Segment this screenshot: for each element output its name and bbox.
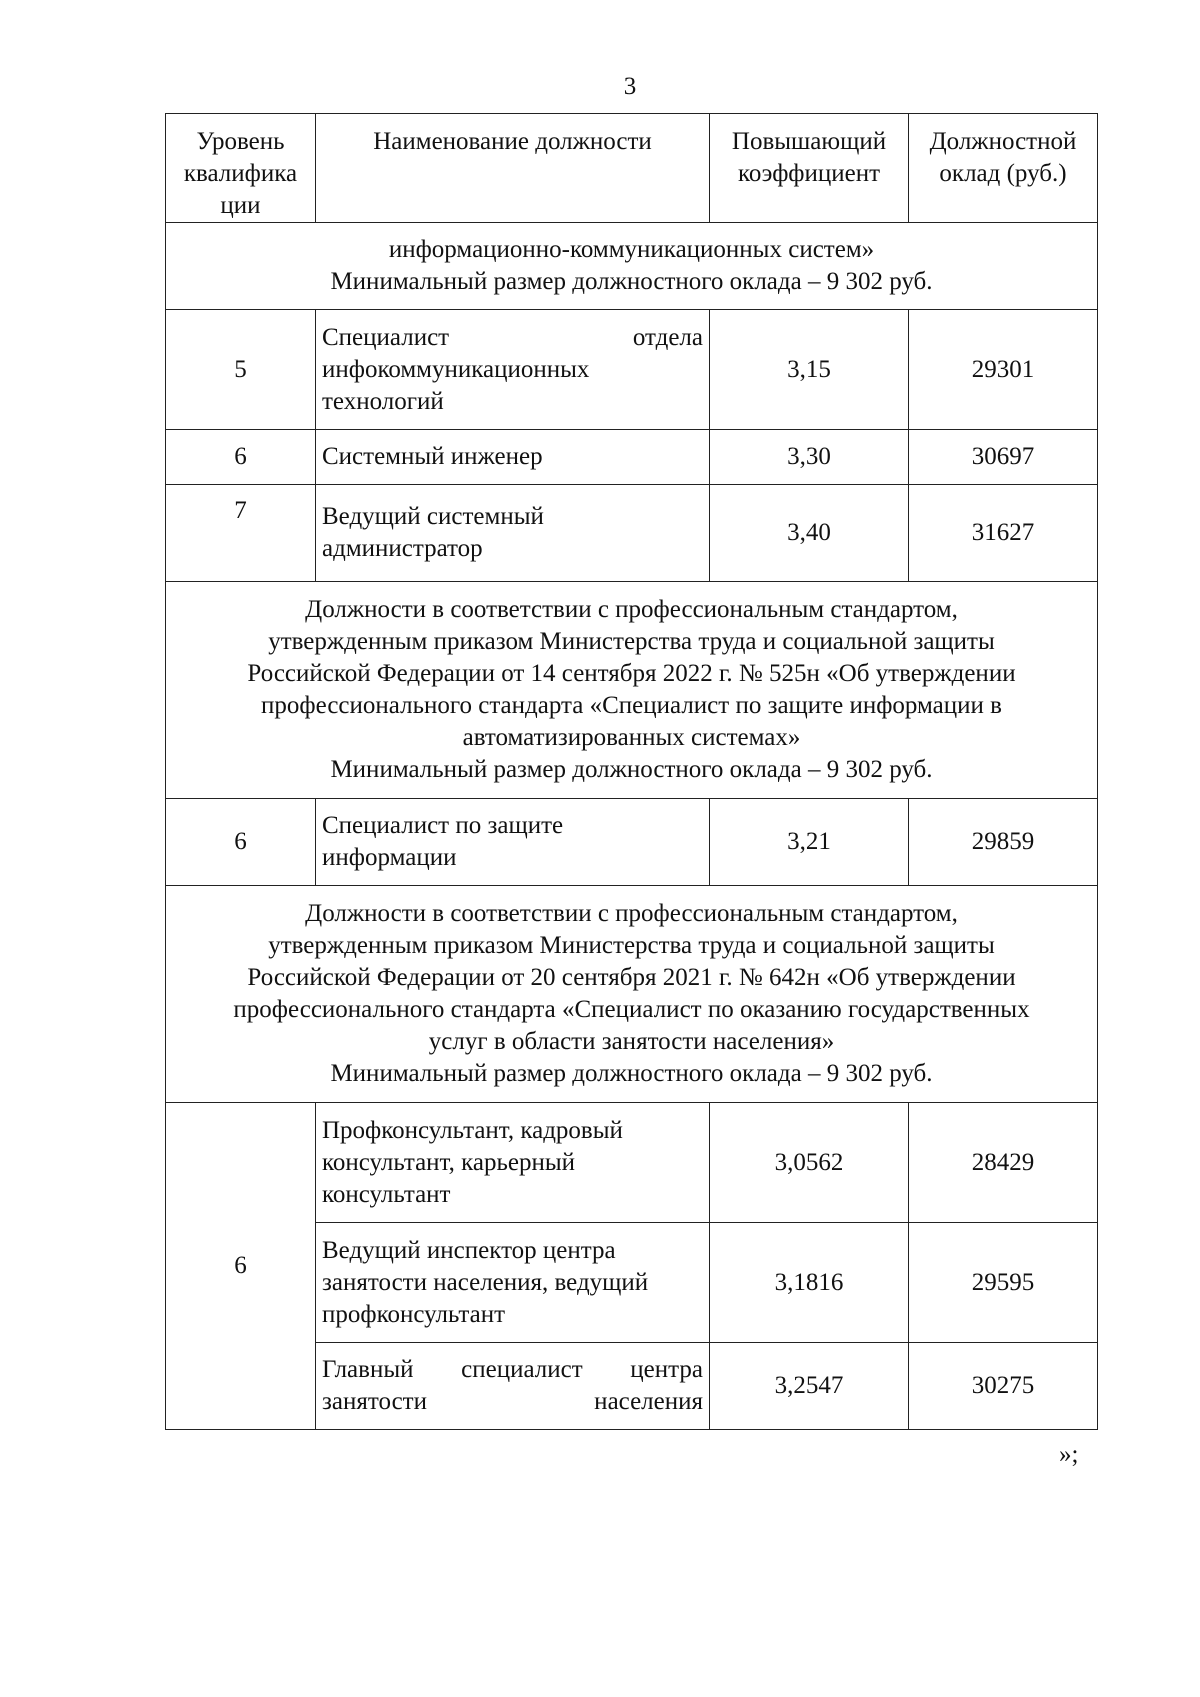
section-line: информационно-коммуникационных систем» xyxy=(388,236,875,263)
section-line: утвержденным приказом Министерства труда и социальной защиты xyxy=(268,628,995,655)
position-cell: Ведущий системный администратор xyxy=(316,485,710,582)
table-header-row xyxy=(166,114,1098,223)
coefficient-cell: 3,1816 xyxy=(710,1223,909,1343)
section-line: утвержденным приказом Министерства труда и социальной защиты xyxy=(268,932,995,959)
position-cell: Профконсультант, кадровый консультант, карьерный консультант xyxy=(316,1103,710,1223)
header-salary: Должностной оклад (руб.) xyxy=(909,114,1098,223)
section-line: Минимальный размер должностного оклада – 9 302 руб. xyxy=(330,1060,933,1087)
section-line: профессионального стандарта «Специалист по оказанию государственных xyxy=(233,996,1030,1023)
position-cell: Ведущий инспектор центра занятости населения, ведущий профконсультант xyxy=(316,1223,710,1343)
section-heading xyxy=(166,223,1098,310)
level-cell: 6 xyxy=(166,799,316,886)
section-line: Должности в соответствии с профессиональным стандартом, xyxy=(305,900,958,927)
coefficient-cell: 3,30 xyxy=(710,430,909,485)
section-line: Минимальный размер должностного оклада – 9 302 руб. xyxy=(330,756,933,783)
section-line: Должности в соответствии с профессиональным стандартом, xyxy=(305,596,958,623)
level-cell: 6 xyxy=(166,1103,316,1430)
section-line: профессионального стандарта «Специалист по защите информации в xyxy=(261,692,1002,719)
coefficient-cell: 3,0562 xyxy=(710,1103,909,1223)
coefficient-cell: 3,2547 xyxy=(710,1343,909,1430)
table-row xyxy=(166,430,1098,485)
table-row xyxy=(166,799,1098,886)
salary-cell: 28429 xyxy=(909,1103,1098,1223)
coefficient-cell: 3,21 xyxy=(710,799,909,886)
position-cell: Специалист отдела инфокоммуникационных технологий xyxy=(316,310,710,430)
table-row xyxy=(166,310,1098,430)
section-heading xyxy=(166,582,1098,799)
coefficient-cell: 3,40 xyxy=(710,485,909,582)
level-cell: 5 xyxy=(166,310,316,430)
header-level: Уровень квалифика ции xyxy=(166,114,316,223)
position-cell: Главный специалист центра занятости населения xyxy=(316,1343,710,1430)
level-cell: 6 xyxy=(166,430,316,485)
salary-table xyxy=(165,113,1098,1430)
position-cell: Специалист по защите информации xyxy=(316,799,710,886)
header-position: Наименование должности xyxy=(316,114,710,223)
salary-cell: 29859 xyxy=(909,799,1098,886)
section-line: Российской Федерации от 14 сентября 2022 г. № 525н «Об утверждении xyxy=(247,660,1016,687)
coefficient-cell: 3,15 xyxy=(710,310,909,430)
section-line: Российской Федерации от 20 сентября 2021 г. № 642н «Об утверждении xyxy=(247,964,1016,991)
section-line: Минимальный размер должностного оклада – 9 302 руб. xyxy=(330,268,933,295)
section-line: автоматизированных системах» xyxy=(462,724,801,751)
table-row xyxy=(166,1103,1098,1223)
section-line: услуг в области занятости населения» xyxy=(428,1028,835,1055)
salary-cell: 30275 xyxy=(909,1343,1098,1430)
page-number: 3 xyxy=(623,73,637,100)
level-cell: 7 xyxy=(166,485,316,582)
salary-cell: 29301 xyxy=(909,310,1098,430)
salary-cell: 30697 xyxy=(909,430,1098,485)
salary-cell: 29595 xyxy=(909,1223,1098,1343)
table-row xyxy=(166,485,1098,582)
closing-quote: »; xyxy=(1059,1441,1079,1468)
header-coefficient: Повышающий коэффициент xyxy=(710,114,909,223)
salary-cell: 31627 xyxy=(909,485,1098,582)
section-heading xyxy=(166,886,1098,1103)
position-cell: Системный инженер xyxy=(316,430,710,485)
